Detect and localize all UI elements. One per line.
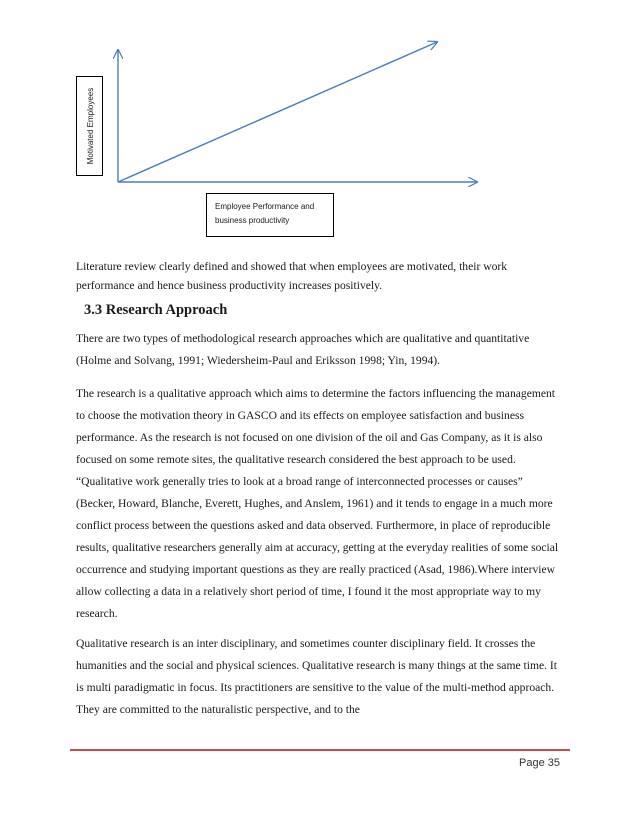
section-heading: 3.3 Research Approach: [84, 302, 228, 318]
trend-line: [118, 42, 437, 182]
y-axis-label-box: [76, 76, 103, 176]
paragraph-qualitative-approach: The research is a qualitative approach which aims to determine the factors influencing the management to choose the motivation theory in GASCO and its effects on employee satisfaction and business performance. As the research is not focused on one division of the oil and Gas Company, as it is also focused on some remote sites, the qualitative research considered the best approach to be used. “Qualitative work generally tries to look at a broad range of interconnected processes or causes” (Becker, Howard, Blanche, Everett, Hughes, and Anslem, 1961) and it tends to engage in a much more conflict process between the questions asked and data observed. Furthermore, in place of reproducible results, qualitative researchers generally aim at accuracy, getting at the everyday realities of some social occurrence and studying important questions as they are really practiced (Asad, 1986).Where interview allow collecting a data in a relatively short period of time, I found it the most appropriate way to my research.: [76, 387, 559, 620]
intro-paragraph: Literature review clearly defined and showed that when employees are motivated, their work performance and hence business productivity increases positively.: [76, 260, 508, 292]
footer-rule: [70, 749, 570, 751]
page-number: Page 35: [519, 757, 560, 769]
x-axis-label-box: [206, 193, 334, 237]
paragraph-methodology-types: There are two types of methodological research approaches which are qualitative and quantitative (Holme and Solvang, 1991; Wiedersheim-Paul and Eriksson 1998; Yin, 1994).: [76, 332, 530, 367]
x-axis-label: Employee Performance and business productivity: [215, 202, 315, 225]
paragraph-qualitative-definition: Qualitative research is an inter disciplinary, and sometimes counter disciplinary field. It crosses the humanities and the social and physical sciences. Qualitative research is many things at the same time. It is multi paradigmatic in focus. Its practitioners are sensitive to the value of the multi-method approach. They are committed to the naturalistic perspective, and to the: [76, 637, 557, 716]
y-axis-label: Motivated Employees: [86, 87, 95, 165]
